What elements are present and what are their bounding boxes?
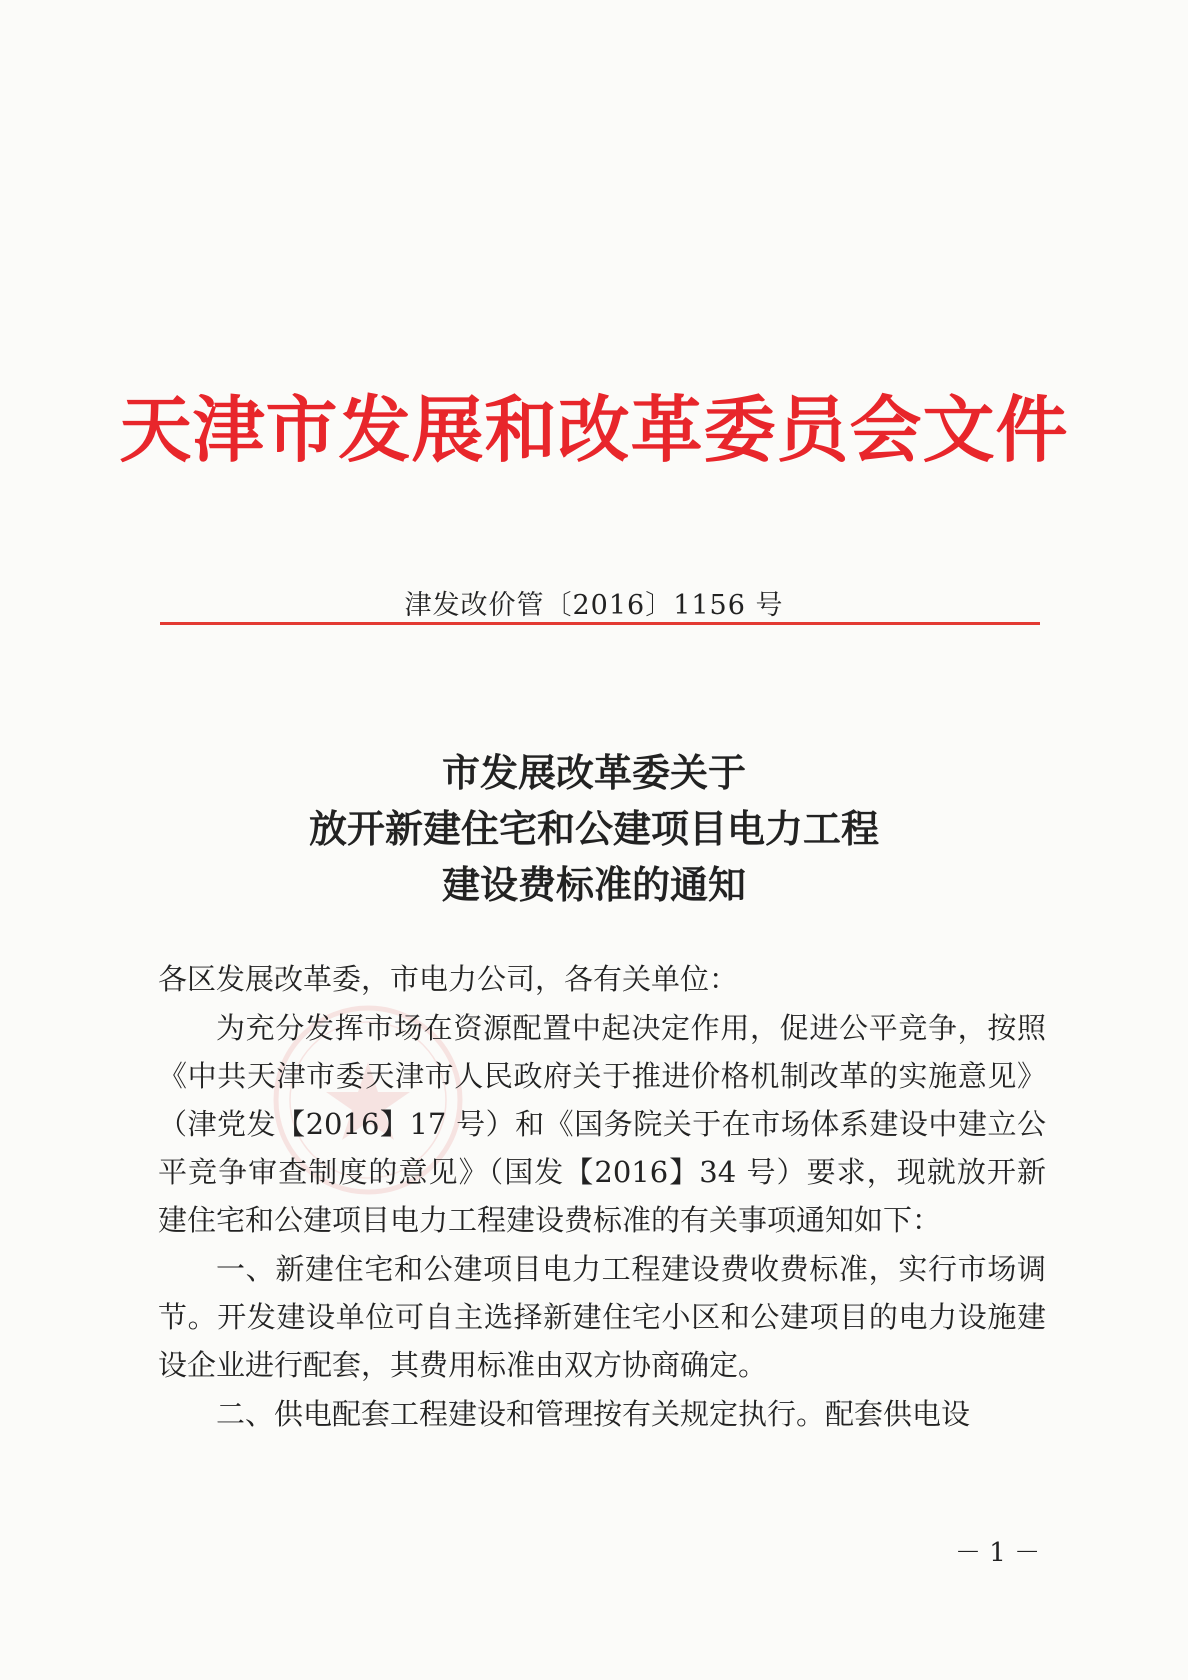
body-paragraph: 一、新建住宅和公建项目电力工程建设费收费标准，实行市场调节。开发建设单位可自主选择新建住宅小区和公建项目的电力设施建设企业进行配套，其费用标准由双方协商确定。 bbox=[158, 1252, 1046, 1382]
notice-title-line: 市发展改革委关于 bbox=[441, 750, 746, 795]
salutation: 各区发展改革委，市电力公司，各有关单位： bbox=[158, 962, 739, 996]
page-number: － 1 － bbox=[955, 1538, 1041, 1568]
document-number: 津发改价管〔2016〕1156 号 bbox=[404, 590, 784, 621]
issuing-authority-header: 天津市发展和改革委员会文件 bbox=[119, 388, 1069, 472]
body-paragraph: 二、供电配套工程建设和管理按有关规定执行。配套供电设 bbox=[216, 1397, 971, 1431]
body-paragraph: 为充分发挥市场在资源配置中起决定作用，促进公平竞争，按照《中共天津市委天津市人民政府关于推进价格机制改革的实施意见》（津党发【2016】17 号）和《国务院关于在市场体系建设中建立公平竞争审查制度的意见》（国发【2016】34 号）要求，现就放开新建住宅和公建项目电力工程建设费标准的有关事项通知如下： bbox=[158, 1011, 1046, 1237]
notice-title-line: 建设费标准的通知 bbox=[441, 862, 746, 907]
notice-body bbox=[158, 955, 1046, 1439]
notice-title-line: 放开新建住宅和公建项目电力工程 bbox=[308, 806, 879, 851]
red-divider-line bbox=[160, 622, 1040, 625]
notice-title bbox=[0, 745, 1188, 913]
